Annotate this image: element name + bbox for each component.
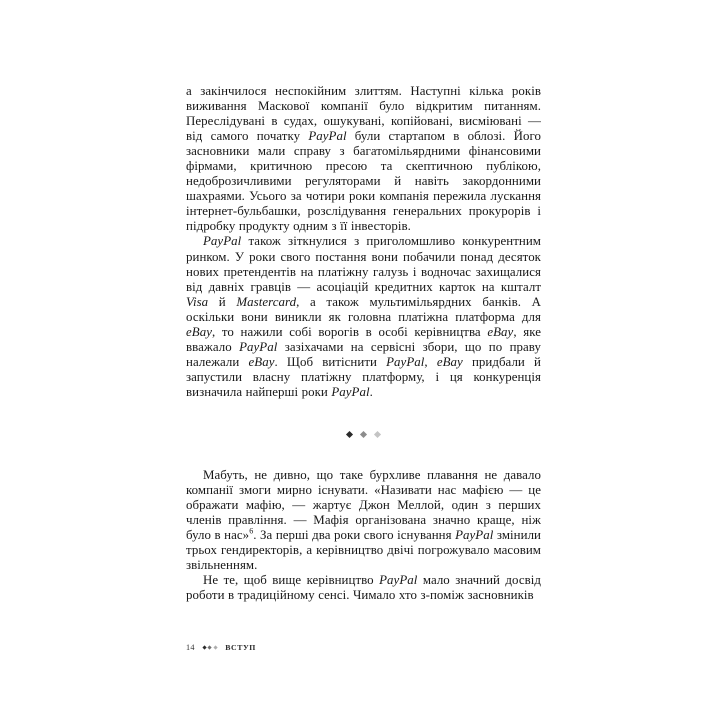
divider-diamond-icon: [346, 431, 353, 438]
italic-term: Mastercard: [236, 294, 297, 309]
page-number: 14: [186, 643, 195, 652]
italic-term: eBay: [248, 354, 275, 369]
footer-section-name: ВСТУП: [225, 643, 256, 652]
paragraph-3: Мабуть, не дивно, що таке бурхливе плавання не давало компанії змоги мирно існувати. «Називати нас мафією — це ображати мафію, — жартує Джон Меллой, один з перших членів правління. — Мафія організована значно краще, ніж було в нас»$^6$. За перші два роки свого існування PayPal змінили трьох гендиректорів, а керівництво двічі погрожувало масовим звільненням.: [186, 467, 541, 573]
italic-term: eBay: [186, 324, 212, 339]
italic-term: Visa: [186, 294, 209, 309]
divider-diamond-icon: [360, 431, 367, 438]
italic-term: eBay: [436, 354, 463, 369]
italic-term: PayPal: [331, 384, 370, 399]
italic-term: eBay: [487, 324, 514, 339]
italic-term: PayPal: [455, 528, 494, 543]
footer-diamond-icon: [208, 645, 212, 649]
italic-term: PayPal: [386, 354, 425, 369]
page-footer: [186, 643, 256, 652]
paragraph-1: а закінчилося неспокійним злиттям. Наступні кілька років виживання Маскової компанії було відкритим питанням. Переслідувані в судах, ошукувані, копійовані, висміювані — від самого початку PayPal були стартапом в облозі. Його засновники мали справу з багатомільярдними фінансовими фірмами, критичною пресою та скептичною публікою, недоброзичливими регуляторами й навіть закордонними шахраями. Усього за чотири роки компанія пережила лускання інтернет-бульбашки, розслідування генеральних прокурорів і підробку продукту одним з її інвесторів.: [186, 84, 541, 234]
section-divider: [186, 428, 541, 442]
paragraph-2: PayPal також зіткнулися з приголомшливо конкурентним ринком. У роки свого постання вони побачили понад десяток нових претендентів на платіжну галузь і водночас захищалися від давніх гравців — асоціацій кредитних карток на кшталт Visa й Mastercard, а також мультимільярдних банків. А оскільки вони виникли як головна платіжна платформа для eBay, то нажили собі ворогів в особі керівництва eBay, яке вважало PayPal зазіхачами на сервісні збори, що по праву належали eBay. Щоб витіснити PayPal, eBay придбали й запустили власну платіжну платформу, і ця конкуренція визначила найперші роки PayPal.: [186, 234, 541, 399]
footer-diamond-icon: [202, 645, 206, 649]
page-text-column: [186, 84, 541, 603]
italic-term: PayPal: [203, 234, 242, 249]
italic-term: PayPal: [379, 573, 418, 588]
footer-diamond-icon: [214, 645, 218, 649]
italic-term: PayPal: [239, 339, 278, 354]
footnote-marker: 6: [249, 526, 254, 536]
footer-diamond-group: [203, 646, 217, 649]
divider-diamond-icon: [374, 431, 381, 438]
italic-term: PayPal: [308, 129, 347, 144]
paragraph-4: Не те, щоб вище керівництво PayPal мало значний досвід роботи в традиційному сенсі. Чимало хто з-поміж засновників: [186, 573, 542, 603]
